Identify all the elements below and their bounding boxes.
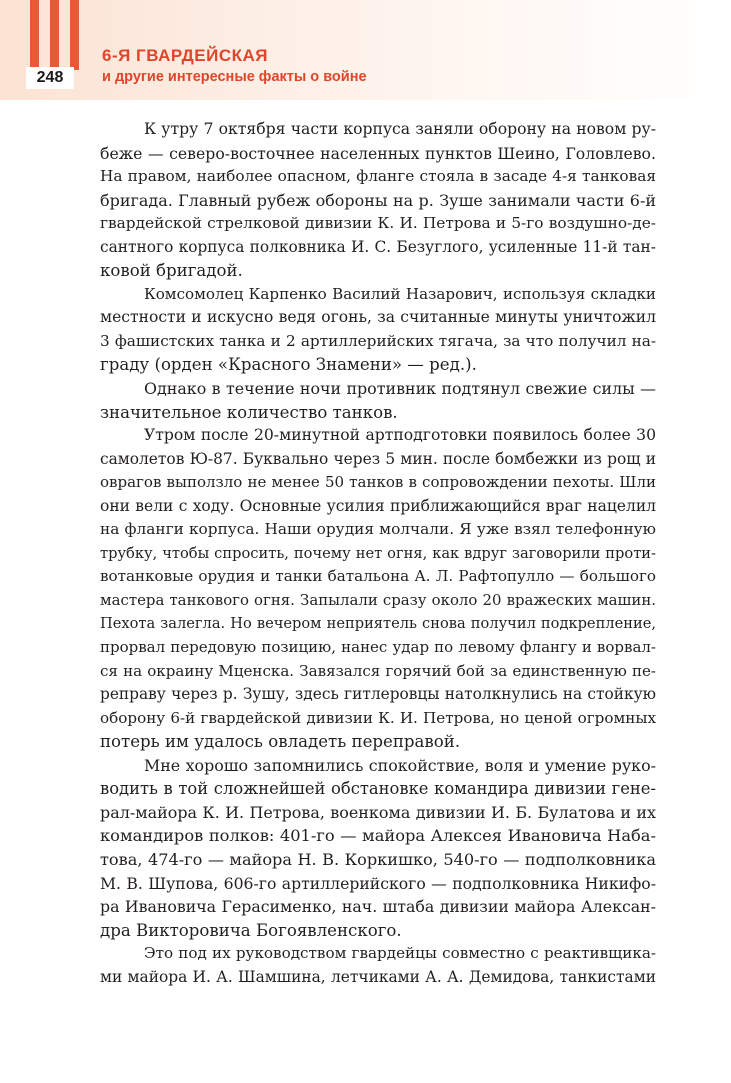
text-line: това, 474-го — майора Н. В. Коркишко, 540-го — подполковника (100, 849, 656, 869)
body-text (100, 118, 656, 989)
running-subtitle: и другие интересные факты о войне (102, 69, 367, 85)
text-line: сантного корпуса полковника И. С. Безуглого, усиленные 11-й тан- (100, 237, 656, 256)
text-line: ми майора И. А. Шамшина, летчиками А. А. Демидова, танкистами (100, 967, 656, 986)
text-line: Мне хорошо запомнились спокойствие, воля и умение руко- (144, 755, 656, 775)
text-line: водить в той сложнейшей обстановке командира дивизии гене- (100, 779, 656, 799)
decorative-stripe (30, 0, 39, 70)
text-line: дра Викторовича Богоявленского. (100, 920, 402, 940)
text-line: оврагов выползло не менее 50 танков в сопровождении пехоты. Шли (100, 473, 656, 492)
text-line: прорвал передовую позицию, нанес удар по левому флангу и ворвал- (100, 638, 656, 657)
running-title: 6-Я ГВАРДЕЙСКАЯ (102, 46, 268, 65)
text-line: местности и искусно ведя огонь, за считанные минуты уничтожил (100, 308, 656, 327)
text-line: Комсомолец Карпенко Василий Назарович, используя складки (144, 284, 656, 303)
text-line: граду (орден «Красного Знамени» — ред.). (100, 355, 477, 375)
decorative-stripe (70, 0, 79, 70)
text-line: Утром после 20-минутной артподготовки появилось более 30 (144, 426, 656, 445)
text-line: самолетов Ю-87. Буквально через 5 мин. после бомбежки из рощ и (100, 449, 656, 468)
text-line: М. В. Шупова, 606-го артиллерийского — подполковника Никифо- (100, 873, 656, 893)
text-line: На правом, наиболее опасном, фланге стояла в засаде 4-я танковая (100, 167, 656, 186)
text-line: значительное количество танков. (100, 402, 398, 422)
text-line: мастера танкового огня. Запылали сразу около 20 вражеских машин. (100, 590, 656, 609)
text-line: 3 фашистских танка и 2 артиллерийских тягача, за что получил на- (100, 331, 656, 350)
text-line: потерь им удалось овладеть переправой. (100, 732, 461, 752)
page-number: 248 (26, 67, 74, 89)
text-line: К утру 7 октября части корпуса заняли оборону на новом ру- (144, 120, 656, 138)
text-line: беже — северо-восточнее населенных пунктов Шеино, Головлево. (100, 143, 656, 163)
text-line: вотанковые орудия и танки батальона А. Л. Рафтопулло — большого (100, 567, 656, 586)
text-line: ся на окраину Мценска. Завязался горячий бой за единственную пе- (100, 661, 656, 680)
text-line: Это под их руководством гвардейцы совместно с реактивщика- (144, 944, 656, 963)
text-line: оборону 6-й гвардейской дивизии К. И. Петрова, но ценой огромных (100, 708, 656, 727)
text-line: реправу через р. Зушу, здесь гитлеровцы натолкнулись на стойкую (100, 685, 656, 704)
text-line: трубку, чтобы спросить, почему нет огня, как вдруг заговорили проти- (100, 544, 656, 562)
text-line: ра Ивановича Герасименко, нач. штаба дивизии майора Алексан- (100, 897, 656, 917)
decorative-stripe (50, 0, 59, 70)
text-line: рал-майора К. И. Петрова, военкома дивизии И. Б. Булатова и их (100, 802, 656, 822)
text-line: Пехота залегла. Но вечером неприятель снова получил подкрепление, (100, 615, 656, 633)
text-line: ковой бригадой. (100, 261, 243, 281)
text-line: командиров полков: 401-го — майора Алексея Ивановича Наба- (100, 826, 656, 846)
text-line: гвардейской стрелковой дивизии К. И. Петрова и 5-го воздушно-де- (100, 214, 656, 233)
text-line: на фланги корпуса. Наши орудия молчали. Я уже взял телефонную (100, 520, 656, 539)
text-line: бригада. Главный рубеж обороны на р. Зуше занимали части 6-й (100, 190, 656, 210)
text-line: они вели с ходу. Основные усилия приближающийся враг нацелил (100, 496, 656, 515)
text-line: Однако в течение ночи противник подтянул свежие силы — (144, 379, 656, 399)
